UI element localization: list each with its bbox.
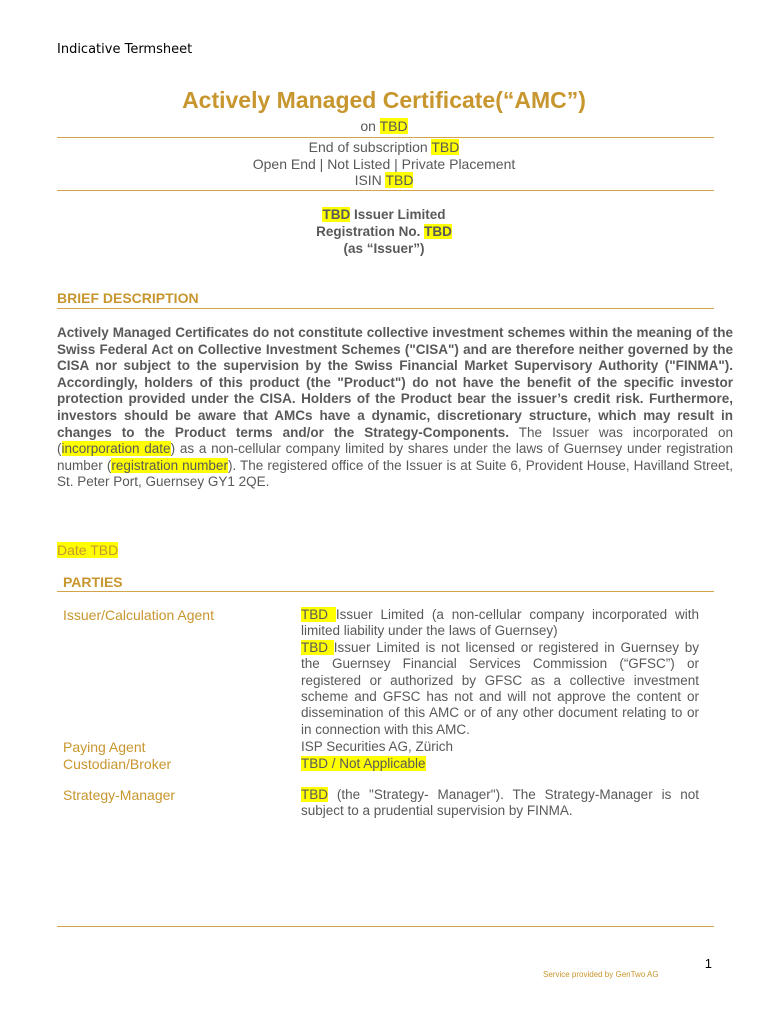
rule-parties xyxy=(57,591,714,592)
strategy-manager-text xyxy=(301,787,699,820)
custodian-broker-label: Custodian/Broker xyxy=(63,756,172,772)
issuer-calculation-agent-text xyxy=(301,607,699,738)
issuer-registration-line xyxy=(0,224,768,239)
isin-prefix: ISIN xyxy=(354,172,386,188)
page-number: 1 xyxy=(704,956,712,971)
date-line xyxy=(57,542,118,558)
rule-bottom xyxy=(57,926,714,927)
issuer-calc-text-1: Issuer Limited (a non-cellular company incorporated with limited liability under the laws of Guernsey) xyxy=(301,607,699,639)
registration-number-highlight: registration number xyxy=(111,457,228,473)
on-prefix: on xyxy=(360,118,380,134)
issuer-calc-tbd-2: TBD xyxy=(301,639,334,655)
brief-description-text-2: ) as a non-cellular company limited by shares under the laws of Guernsey under registration number ( xyxy=(57,441,733,473)
subscription-prefix: End of subscription xyxy=(308,139,432,155)
strategy-manager-label: Strategy-Manager xyxy=(63,787,176,803)
rule-after-isin xyxy=(57,190,714,191)
issuer-calc-tbd-1: TBD xyxy=(301,607,336,622)
date-highlight xyxy=(57,542,118,558)
footer-provider-text: Service provided by GenTwo AG xyxy=(543,970,659,979)
incorporation-date-highlight: incorporation date xyxy=(61,441,171,457)
rule-top xyxy=(57,137,714,138)
parties-heading: PARTIES xyxy=(63,574,123,590)
subscription-line xyxy=(0,139,768,155)
document-header-label: Indicative Termsheet xyxy=(57,42,193,57)
brief-description-bold: Actively Managed Certificates do not constitute collective investment schemes within the meaning of the Swiss Federal Act on Collective Investment Schemes ("CISA") and are therefore neither governed by the CISA nor subject to the supervision by the Swiss Financial Market Supervisory Authority ("FINMA"). Accordingly, holders of this product (the "Product") do not have the benefit of the specific investor protection provided under the CISA. Holders of the Product bear the issuer’s credit risk. Furthermore, investors should be aware that AMCs have a dynamic, discretionary structure, which may result in changes to the Product terms and/or the Strategy-Components. xyxy=(57,325,733,440)
brief-description-text xyxy=(57,325,733,491)
rule-brief-description xyxy=(57,308,714,309)
issuer-name-suffix: Issuer Limited xyxy=(350,207,446,222)
registration-tbd-highlight: TBD xyxy=(424,224,452,239)
subscription-tbd-highlight: TBD xyxy=(431,139,460,155)
on-date-line xyxy=(0,118,768,134)
issuer-name-line xyxy=(0,207,768,222)
issuer-calc-text-2: Issuer Limited is not licensed or registered in Guernsey by the Guernsey Financial Services Commission (“GFSC”) or registered or authorized by GFSC as a collective investment scheme and GFSC has not and will not approve the content or dissemination of this AMC or of any other document relating to or in connection with this AMC. xyxy=(301,639,699,737)
paying-agent-value: ISP Securities AG, Zürich xyxy=(301,739,454,754)
on-tbd-highlight: TBD xyxy=(379,118,408,134)
custodian-broker-highlight: TBD / Not Applicable xyxy=(301,756,426,771)
brief-description-text-3: ). The registered office of the Issuer is at Suite 6, Provident House, Havilland Street, St. Peter Port, Guernsey GY1 2QE. xyxy=(57,457,733,490)
issuer-calculation-agent-label: Issuer/Calculation Agent xyxy=(63,607,214,623)
as-issuer-line: (as “Issuer”) xyxy=(343,241,425,256)
listing-line: Open End | Not Listed | Private Placement xyxy=(252,156,516,172)
date-tbd: TBD xyxy=(86,542,119,558)
strategy-manager-tbd: TBD xyxy=(301,787,328,802)
paying-agent-label: Paying Agent xyxy=(63,739,146,755)
registration-prefix: Registration No. xyxy=(316,224,425,239)
isin-tbd-highlight: TBD xyxy=(385,172,414,188)
strategy-manager-description: (the "Strategy- Manager"). The Strategy-Manager is not subject to a prudential supervision by FINMA. xyxy=(301,787,699,819)
brief-description-text-1: The Issuer was incorporated on ( xyxy=(57,424,733,457)
date-label: Date xyxy=(57,542,87,558)
issuer-tbd-highlight: TBD xyxy=(322,207,351,222)
isin-line xyxy=(0,172,768,188)
document-title: Actively Managed Certificate(“AMC”) xyxy=(182,87,586,113)
custodian-broker-value xyxy=(301,756,699,772)
brief-description-heading: BRIEF DESCRIPTION xyxy=(57,290,199,306)
